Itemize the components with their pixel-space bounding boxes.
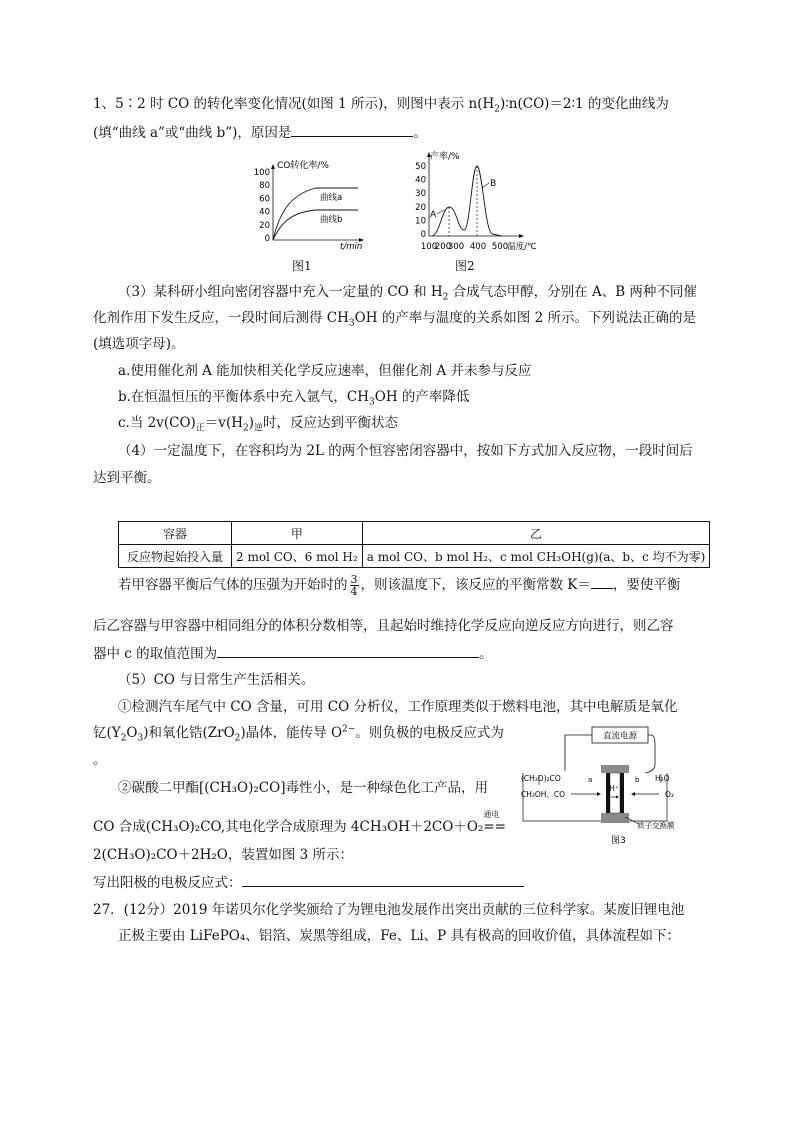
- fig2-xtick-label: 300: [447, 242, 465, 252]
- q5-line1: （5）CO 与日常生产生活相关。: [118, 672, 315, 688]
- answer-blank-k[interactable]: [591, 574, 613, 589]
- table-row: [119, 545, 710, 568]
- reactants-label: CH₃OH、CO: [521, 790, 566, 799]
- curves-a-b: [432, 166, 502, 236]
- fig1-ytick-label: 40: [259, 207, 270, 218]
- power-supply-label: 直流电源: [602, 731, 638, 742]
- label-a: A: [430, 210, 437, 220]
- reactant-table: [118, 521, 710, 568]
- fig1-ytick-label: 0: [264, 234, 270, 244]
- fig1-ytick-label: 20: [259, 220, 270, 231]
- fig2-xtick-label: 400: [469, 242, 487, 252]
- hplus-label: H⁺: [609, 784, 619, 793]
- q1-line2: (填“曲线 a”或“曲线 b”)，原因是 。: [93, 122, 427, 143]
- answer-blank-c[interactable]: [217, 643, 479, 658]
- fig2-ytick-label: 10: [415, 216, 426, 227]
- curve-b-line: [273, 210, 358, 240]
- curve-a-line: [273, 188, 358, 240]
- q4-after-line3: 器中 c 的取值范围为 。: [93, 643, 493, 664]
- q3-line2: 化剂作用下发生反应，一段时间后测得 $CH_3OH$ 的产率与温度的关系如图 2 所示。下列说法正确的是: [93, 310, 696, 329]
- q5-line5: ②碳酸二甲酯[(CH₃O)₂CO]毒性小，是一种绿色化工产品，用: [118, 780, 488, 796]
- product-label: (CH₃O)₂CO: [521, 774, 561, 783]
- q5-line6: CO 合成(CH₃O)₂CO,其电化学合成原理为 4CH₃OH＋2CO＋O₂ 通电 ==: [93, 810, 506, 835]
- figure-3-caption: 图3: [611, 836, 626, 846]
- q3-line1: （3）某科研小组向密闭容器中充入一定量的 CO 和 $H_2$ 合成气态甲醇，分别在 A、B 两种不同催: [118, 284, 697, 303]
- curve-b-label: 曲线b: [320, 215, 343, 225]
- oxygen-label: O₂: [665, 790, 674, 799]
- membrane-label: 质子交换膜: [637, 821, 675, 830]
- q5-line3: 钇$(Y_2O_3)$和氧化锆(ZrO$_2$)晶体，能传导 $O^{2-}$。则负极的电极反应式为: [93, 724, 504, 744]
- label-b: B: [490, 179, 497, 189]
- q5-line8: 写出阳极的电极反应式：: [93, 872, 524, 893]
- q3-line3: (填选项字母)。: [93, 336, 185, 352]
- q3-option-a: a.使用催化剂 A 能加快相关化学反应速率，但催化剂 A 并未参与反应: [118, 363, 532, 379]
- electrode-a: a: [588, 776, 593, 784]
- electrode-b: b: [635, 776, 640, 784]
- q3-option-c: c.当 $2v(CO)_正=v(H_2)_逆$时，反应达到平衡状态: [118, 415, 399, 434]
- table-header-cell: 甲: [232, 522, 363, 545]
- fig1-ytick-label: 80: [259, 181, 270, 192]
- table-cell: 2 mol CO、6 mol H₂: [232, 545, 363, 568]
- fig2-xtick-label: 500: [491, 242, 509, 252]
- fig2-ytick-label: 0: [420, 230, 426, 240]
- curve-a-label: 曲线a: [320, 193, 343, 203]
- water-label: H₂O: [655, 774, 670, 783]
- table-header-cell: 乙: [362, 522, 710, 545]
- q27-line2: 正极主要由 LiFePO₄、铝箔、炭黑等组成，Fe、Li、P 具有极高的回收价值，具体流程如下：: [118, 928, 681, 944]
- q5-line7: 2(CH₃O)₂CO＋2H₂O，装置如图 3 所示：: [93, 847, 354, 863]
- answer-blank[interactable]: [291, 122, 413, 137]
- fig2-xtick-label: 200: [434, 242, 452, 252]
- fig1-ylabel: CO转化率/%: [277, 161, 329, 171]
- figure-3-device: [517, 725, 697, 851]
- table-cell: 反应物起始投入量: [119, 545, 232, 568]
- fig2-xtick-label: 100: [420, 242, 438, 252]
- fig2-ytick-label: 50: [415, 162, 426, 172]
- q4-line1: （4）一定温度下，在容积均为 2L 的两个恒容密闭容器中，按如下方式加入反应物，一段时间后: [118, 443, 693, 459]
- fraction: $\frac{3}{4}$: [350, 573, 358, 598]
- fig2-ytick-label: 20: [415, 202, 426, 213]
- fig2-xlabel: 温度/℃: [507, 242, 537, 252]
- q4-line2: 达到平衡。: [93, 470, 161, 486]
- fig1-xlabel: t/min: [340, 242, 363, 252]
- fig2-ytick-label: 40: [415, 175, 426, 186]
- fig2-ylabel: 产率/%: [430, 152, 460, 162]
- q27-line1: 27．(12分）2019 年诺贝尔化学奖颁给了为锂电池发展作出突出贡献的三位科学家。某废旧锂电池: [93, 902, 685, 918]
- fig1-ytick-label: 100: [254, 168, 270, 178]
- table-header-cell: 容器: [119, 522, 232, 545]
- q5-line4: 。: [93, 752, 107, 768]
- table-header-row: [119, 522, 710, 545]
- q4-after-line2: 后乙容器与甲容器中相同组分的体积分数相等，且起始时维持化学反应向逆反应方向进行，则乙容: [93, 618, 674, 634]
- q1-line1: 1、5∶2 时 CO 的转化率变化情况(如图 1 所示)，则图中表示 $n(H_2)∶n(CO)=2∶1$ 的变化曲线为: [93, 96, 669, 115]
- table-cell: a mol CO、b mol H₂、c mol CH₃OH(g)(a、b、c 均不为零): [362, 545, 710, 568]
- fig2-ytick-label: 30: [415, 189, 426, 200]
- q3-option-b: b.在恒温恒压的平衡体系中充入氩气，$CH_3OH$ 的产率降低: [118, 389, 470, 408]
- figure-2-caption: 图2: [455, 259, 475, 273]
- figure-1-caption: 图1: [292, 259, 312, 273]
- fig1-ytick-label: 60: [259, 194, 270, 205]
- figure-2-chart: [410, 150, 560, 256]
- answer-blank-anode[interactable]: [242, 872, 524, 887]
- q5-line2: ①检测汽车尾气中 CO 含量，可用 CO 分析仪，工作原理类似于燃料电池，其中电解质是氧化: [118, 699, 678, 715]
- q4-after-line1: 若甲容器平衡后气体的压强为开始时的 $\frac{3}{4}$ ，则该温度下，该反应的平衡常数 K＝ ，要使平衡: [118, 573, 681, 598]
- figure-1-chart: [254, 158, 366, 258]
